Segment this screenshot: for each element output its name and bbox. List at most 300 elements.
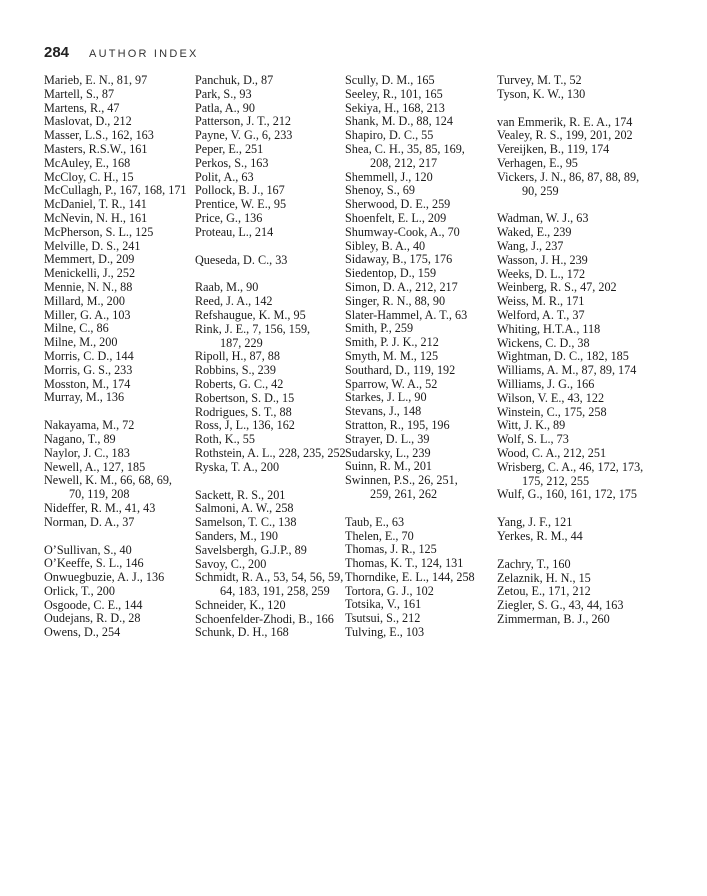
index-entry-text: Onwuegbuzie, A. J., 136 <box>44 570 165 585</box>
index-entry-text: Suinn, R. M., 201 <box>345 459 433 474</box>
index-entry-text: Totsika, V., 161 <box>345 597 422 612</box>
index-entry <box>497 419 657 433</box>
index-entry <box>44 626 194 640</box>
index-entry-text: Refshaugue, K. M., 95 <box>195 307 306 322</box>
index-entry <box>497 599 657 613</box>
index-entry <box>44 253 194 267</box>
index-entry <box>345 612 497 626</box>
index-entry <box>195 323 345 351</box>
index-entry-text: McCullagh, P., 167, 168, 171 <box>44 183 187 198</box>
index-letter-group <box>497 74 657 102</box>
index-entry <box>345 143 497 171</box>
index-entry <box>497 433 657 447</box>
index-entry <box>345 598 497 612</box>
index-entry-text: Sudarsky, L., 239 <box>345 445 431 460</box>
index-entry <box>345 171 497 185</box>
index-entry <box>195 350 345 364</box>
index-entry <box>44 212 194 226</box>
index-entry-text: Roberts, G. C., 42 <box>195 376 284 391</box>
index-entry-text: Raab, M., 90 <box>195 280 259 295</box>
index-entry-text: Reed, J. A., 142 <box>195 294 273 309</box>
index-entry-text: Norman, D. A., 37 <box>44 514 135 529</box>
index-entry <box>345 212 497 226</box>
index-entry-text: O’Sullivan, S., 40 <box>44 542 132 557</box>
index-entry <box>44 281 194 295</box>
index-entry-continuation: 259, 261, 262 <box>370 486 438 501</box>
index-letter-group <box>195 489 345 641</box>
index-entry <box>195 599 345 613</box>
index-entry-text: Sekiya, H., 168, 213 <box>345 100 445 115</box>
index-entry-text: Wolf, S. L., 73 <box>497 432 569 447</box>
index-entry <box>345 115 497 129</box>
index-letter-group <box>497 212 657 502</box>
index-letter-group <box>195 281 345 474</box>
index-entry-text: Mennie, N. N., 88 <box>44 279 133 294</box>
index-entry-continuation: 90, 259 <box>522 183 559 198</box>
index-entry-text: Ross, J, L., 136, 162 <box>195 418 295 433</box>
index-entry <box>195 571 345 599</box>
index-entry <box>497 295 657 309</box>
index-entry-text: Proteau, L., 214 <box>195 224 274 239</box>
index-entry-text: Schunk, D. H., 168 <box>195 625 289 640</box>
index-entry-text: Panchuk, D., 87 <box>195 73 274 87</box>
index-entry-text: Waked, E., 239 <box>497 225 572 240</box>
index-entry-text: McNevin, N. H., 161 <box>44 210 148 225</box>
index-entry-text: Wulf, G., 160, 161, 172, 175 <box>497 487 637 502</box>
index-entry-text: Rothstein, A. L., 228, 235, 252 <box>195 445 346 460</box>
index-entry <box>44 378 194 392</box>
index-entry <box>345 309 497 323</box>
index-entry-text: Roth, K., 55 <box>195 432 255 447</box>
index-entry <box>345 378 497 392</box>
index-entry-text: Memmert, D., 209 <box>44 252 135 267</box>
index-entry-text: Prentice, W. E., 95 <box>195 197 287 212</box>
index-entry <box>497 143 657 157</box>
index-entry-text: Singer, R. N., 88, 90 <box>345 293 446 308</box>
index-entry-text: Shemmell, J., 120 <box>345 169 433 184</box>
index-entry-text: Weiss, M. R., 171 <box>497 294 585 309</box>
index-entry <box>345 295 497 309</box>
index-entry <box>44 350 194 364</box>
index-entry <box>44 102 194 116</box>
index-entry-text: Masters, R.S.W., 161 <box>44 141 148 156</box>
index-letter-group <box>44 419 194 529</box>
index-entry-text: Nakayama, M., 72 <box>44 418 135 433</box>
index-entry <box>44 419 194 433</box>
index-entry <box>345 474 497 502</box>
index-entry-text: Price, G., 136 <box>195 210 263 225</box>
index-column-3 <box>345 74 497 654</box>
index-entry <box>497 364 657 378</box>
index-entry <box>195 419 345 433</box>
index-entry-text: Schmidt, R. A., 53, 54, 56, 59, <box>195 570 344 585</box>
index-entry <box>44 585 194 599</box>
index-entry <box>345 184 497 198</box>
index-entry-text: Shumway-Cook, A., 70 <box>345 224 460 239</box>
index-entry-text: Nagano, T., 89 <box>44 431 116 446</box>
index-entry <box>195 226 345 240</box>
index-entry <box>44 171 194 185</box>
index-entry-text: Robbins, S., 239 <box>195 363 276 378</box>
index-entry-text: Wasson, J. H., 239 <box>497 252 588 267</box>
index-entry <box>195 198 345 212</box>
index-entry <box>195 212 345 226</box>
index-entry <box>195 157 345 171</box>
index-entry-text: Thomas, K. T., 124, 131 <box>345 556 464 571</box>
index-entry <box>195 309 345 323</box>
index-entry-text: Salmoni, A. W., 258 <box>195 501 294 516</box>
index-entry <box>497 516 657 530</box>
index-entry-text: Shea, C. H., 35, 85, 169, <box>345 141 465 156</box>
index-entry <box>497 88 657 102</box>
index-entry <box>44 364 194 378</box>
index-entry <box>44 143 194 157</box>
index-entry-text: Patterson, J. T., 212 <box>195 114 292 129</box>
index-entry <box>345 543 497 557</box>
index-entry-text: Orlick, T., 200 <box>44 583 115 598</box>
index-entry-text: Vickers, J. N., 86, 87, 88, 89, <box>497 169 640 184</box>
index-entry <box>345 391 497 405</box>
index-entry <box>44 74 194 88</box>
index-entry-text: McPherson, S. L., 125 <box>44 224 154 239</box>
index-entry-text: Nideffer, R. M., 41, 43 <box>44 500 156 515</box>
index-entry-text: McCloy, C. H., 15 <box>44 169 134 184</box>
index-entry-text: Smith, P. J. K., 212 <box>345 335 439 350</box>
index-entry <box>345 198 497 212</box>
index-entry <box>497 240 657 254</box>
index-entry-text: Shapiro, D. C., 55 <box>345 128 434 143</box>
index-entry-text: Ryska, T. A., 200 <box>195 459 280 474</box>
index-entry-text: Oudejans, R. D., 28 <box>44 611 141 626</box>
index-entry <box>497 530 657 544</box>
index-entry <box>497 171 657 199</box>
index-entry-text: Tortora, G. J., 102 <box>345 583 434 598</box>
index-entry <box>44 544 194 558</box>
index-entry <box>44 267 194 281</box>
index-entry <box>44 461 194 475</box>
index-entry <box>195 129 345 143</box>
index-entry <box>497 585 657 599</box>
index-entry-text: Southard, D., 119, 192 <box>345 362 456 377</box>
index-entry <box>345 557 497 571</box>
index-entry <box>44 309 194 323</box>
index-entry <box>345 571 497 585</box>
index-entry-continuation: 208, 212, 217 <box>370 155 438 170</box>
index-entry <box>195 558 345 572</box>
index-entry <box>44 447 194 461</box>
index-entry <box>44 516 194 530</box>
index-entry <box>345 281 497 295</box>
index-letter-group <box>497 116 657 199</box>
index-entry-text: Wood, C. A., 212, 251 <box>497 445 607 460</box>
index-entry <box>195 254 345 268</box>
index-entry-text: Samelson, T. C., 138 <box>195 515 297 530</box>
index-entry <box>195 143 345 157</box>
index-entry-text: Perkos, S., 163 <box>195 155 269 170</box>
index-entry-text: Milne, M., 200 <box>44 335 118 350</box>
index-entry-text: Wang, J., 237 <box>497 238 564 253</box>
index-entry-text: Morris, G. S., 233 <box>44 362 133 377</box>
index-entry-text: Osgoode, C. E., 144 <box>44 597 143 612</box>
index-entry <box>497 461 657 489</box>
index-entry-text: Thorndike, E. L., 144, 258 <box>345 569 475 584</box>
index-entry-text: Melville, D. S., 241 <box>44 238 141 253</box>
index-entry-text: O’Keeffe, S. L., 146 <box>44 556 144 571</box>
index-entry <box>195 74 345 88</box>
index-entry-text: Wrisberg, C. A., 46, 172, 173, <box>497 459 644 474</box>
index-entry <box>44 571 194 585</box>
index-entry-text: Tyson, K. W., 130 <box>497 86 586 101</box>
index-entry-text: Williams, A. M., 87, 89, 174 <box>497 363 637 378</box>
index-entry-text: Zelaznik, H. N., 15 <box>497 570 591 585</box>
index-entry-text: Tulving, E., 103 <box>345 625 425 640</box>
index-entry-text: Thelen, E., 70 <box>345 528 414 543</box>
index-entry <box>44 612 194 626</box>
index-letter-group <box>345 516 497 640</box>
index-entry-text: Stratton, R., 195, 196 <box>345 417 450 432</box>
index-entry <box>497 129 657 143</box>
index-entry-text: Sidaway, B., 175, 176 <box>345 252 453 267</box>
index-entry-text: Mosston, M., 174 <box>44 376 131 391</box>
index-entry-text: Wightman, D. C., 182, 185 <box>497 349 629 364</box>
index-entry <box>345 350 497 364</box>
index-entry <box>44 184 194 198</box>
index-entry-text: Turvey, M. T., 52 <box>497 73 582 87</box>
index-entry <box>345 626 497 640</box>
index-entry <box>345 74 497 88</box>
page-number: 284 <box>44 44 70 61</box>
index-entry <box>497 378 657 392</box>
index-entry-text: Vereijken, B., 119, 174 <box>497 142 610 157</box>
index-entry <box>44 295 194 309</box>
index-entry <box>345 516 497 530</box>
index-entry <box>44 240 194 254</box>
index-entry-text: Rodrigues, S. T., 88 <box>195 404 292 419</box>
index-entry-text: Verhagen, E., 95 <box>497 155 578 170</box>
index-entry-text: Maslovat, D., 212 <box>44 114 132 129</box>
index-entry <box>44 322 194 336</box>
index-entry <box>195 392 345 406</box>
index-entry <box>195 364 345 378</box>
index-entry-text: Newell, A., 127, 185 <box>44 459 146 474</box>
index-entry-text: Sparrow, W. A., 52 <box>345 376 438 391</box>
index-entry <box>195 544 345 558</box>
index-entry <box>195 516 345 530</box>
index-entry-text: Savoy, C., 200 <box>195 556 267 571</box>
index-entry-text: Sanders, M., 190 <box>195 528 278 543</box>
index-entry-text: Payne, V. G., 6, 233 <box>195 128 293 143</box>
index-entry <box>195 489 345 503</box>
index-entry-text: Whiting, H.T.A., 118 <box>497 321 601 336</box>
index-entry-text: Shank, M. D., 88, 124 <box>345 114 453 129</box>
index-entry <box>44 599 194 613</box>
index-entry-continuation: 175, 212, 255 <box>522 473 590 488</box>
index-entry <box>195 281 345 295</box>
index-entry-text: Polit, A., 63 <box>195 169 254 184</box>
index-entry-text: Martens, R., 47 <box>44 100 120 115</box>
index-entry <box>345 447 497 461</box>
index-entry-text: Wadman, W. J., 63 <box>497 211 589 226</box>
index-entry-text: Morris, C. D., 144 <box>44 348 134 363</box>
index-column-4 <box>497 74 657 641</box>
index-entry <box>345 405 497 419</box>
index-entry <box>345 336 497 350</box>
index-entry <box>44 88 194 102</box>
index-entry-text: Shenoy, S., 69 <box>345 183 415 198</box>
index-entry <box>44 336 194 350</box>
index-entry-text: Weeks, D. L., 172 <box>497 266 586 281</box>
index-entry-text: Taub, E., 63 <box>345 514 405 529</box>
index-letter-group <box>497 558 657 627</box>
index-entry <box>497 558 657 572</box>
index-letter-group <box>195 74 345 240</box>
index-entry <box>44 557 194 571</box>
index-entry <box>345 88 497 102</box>
index-entry-text: Smith, P., 259 <box>345 321 414 336</box>
index-entry <box>497 350 657 364</box>
index-entry-text: Zimmerman, B. J., 260 <box>497 611 610 626</box>
index-entry-text: McAuley, E., 168 <box>44 155 131 170</box>
index-entry <box>195 378 345 392</box>
index-entry <box>44 391 194 405</box>
index-entry <box>345 102 497 116</box>
index-entry-text: Marieb, E. N., 81, 97 <box>44 73 148 87</box>
index-entry-text: Milne, C., 86 <box>44 321 109 336</box>
index-entry <box>345 129 497 143</box>
index-entry <box>195 461 345 475</box>
index-column-1 <box>44 74 194 654</box>
index-entry-text: Masser, L.S., 162, 163 <box>44 128 154 143</box>
index-entry <box>345 419 497 433</box>
index-entry-text: Robertson, S. D., 15 <box>195 390 295 405</box>
index-entry <box>345 460 497 474</box>
index-entry-text: Sibley, B. A., 40 <box>345 238 426 253</box>
index-entry-text: Yerkes, R. M., 44 <box>497 528 583 543</box>
index-entry-text: Wilson, V. E., 43, 122 <box>497 390 605 405</box>
index-entry-text: Simon, D. A., 212, 217 <box>345 279 458 294</box>
index-entry-text: Witt, J. K., 89 <box>497 418 566 433</box>
index-entry-text: Scully, D. M., 165 <box>345 73 435 87</box>
index-entry-text: Rink, J. E., 7, 156, 159, <box>195 321 311 336</box>
index-entry-text: Swinnen, P.S., 26, 251, <box>345 473 458 488</box>
index-entry-text: Schoenfelder-Zhodi, B., 166 <box>195 611 334 626</box>
index-entry-text: Murray, M., 136 <box>44 390 125 405</box>
index-entry <box>497 268 657 282</box>
index-entry <box>497 116 657 130</box>
index-entry-text: Winstein, C., 175, 258 <box>497 404 607 419</box>
index-entry-text: Williams, J. G., 166 <box>497 376 595 391</box>
index-entry-text: Shoenfelt, E. L., 209 <box>345 210 447 225</box>
index-entry-text: McDaniel, T. R., 141 <box>44 197 147 212</box>
index-entry-text: Savelsbergh, G.J.P., 89 <box>195 542 307 557</box>
index-entry-text: Seeley, R., 101, 165 <box>345 86 443 101</box>
index-entry-text: Park, S., 93 <box>195 86 252 101</box>
index-entry <box>44 129 194 143</box>
index-entry-text: Weinberg, R. S., 47, 202 <box>497 280 617 295</box>
index-entry <box>345 433 497 447</box>
index-entry <box>345 253 497 267</box>
index-entry <box>195 102 345 116</box>
index-entry-text: Slater-Hammel, A. T., 63 <box>345 307 468 322</box>
index-entry-text: Wickens, C. D., 38 <box>497 335 590 350</box>
index-letter-group <box>345 74 497 502</box>
section-title: AUTHOR INDEX <box>89 48 199 60</box>
index-entry <box>195 184 345 198</box>
index-entry <box>345 530 497 544</box>
index-entry-text: Welford, A. T., 37 <box>497 307 585 322</box>
index-entry <box>497 226 657 240</box>
index-entry <box>44 226 194 240</box>
index-entry-text: Vealey, R. S., 199, 201, 202 <box>497 128 633 143</box>
index-entry-text: Patla, A., 90 <box>195 100 255 115</box>
index-entry <box>195 447 345 461</box>
index-letter-group <box>497 516 657 544</box>
index-entry-text: Tsutsui, S., 212 <box>345 611 421 626</box>
index-entry-text: Starkes, J. L., 90 <box>345 390 427 405</box>
index-entry <box>497 281 657 295</box>
index-letter-group <box>44 544 194 641</box>
index-entry <box>345 364 497 378</box>
index-entry <box>345 585 497 599</box>
index-entry-continuation: 187, 229 <box>220 335 263 350</box>
index-entry <box>195 433 345 447</box>
index-entry <box>497 157 657 171</box>
index-entry <box>345 240 497 254</box>
index-entry-text: Ripoll, H., 87, 88 <box>195 349 280 364</box>
index-entry-text: Owens, D., 254 <box>44 625 121 640</box>
index-entry-text: Thomas, J. R., 125 <box>345 542 437 557</box>
index-column-2 <box>195 74 345 654</box>
page-header <box>44 44 199 64</box>
index-entry-text: Newell, K. M., 66, 68, 69, <box>44 473 172 488</box>
index-entry <box>44 198 194 212</box>
index-entry-text: Queseda, D. C., 33 <box>195 252 288 267</box>
index-entry <box>497 613 657 627</box>
index-entry <box>345 226 497 240</box>
index-entry <box>195 406 345 420</box>
index-entry <box>195 613 345 627</box>
index-entry-text: Peper, E., 251 <box>195 141 264 156</box>
index-entry <box>44 115 194 129</box>
index-entry <box>497 254 657 268</box>
index-entry <box>497 406 657 420</box>
index-entry <box>497 309 657 323</box>
index-entry-text: Martell, S., 87 <box>44 86 115 101</box>
index-entry-text: Schneider, K., 120 <box>195 597 286 612</box>
index-entry-continuation: 70, 119, 208 <box>69 487 130 502</box>
index-letter-group <box>44 74 194 405</box>
index-entry <box>44 157 194 171</box>
index-entry <box>497 74 657 88</box>
index-entry <box>195 295 345 309</box>
index-entry <box>195 626 345 640</box>
index-entry-text: van Emmerik, R. E. A., 174 <box>497 114 633 129</box>
index-entry-continuation: 64, 183, 191, 258, 259 <box>220 584 330 599</box>
index-entry <box>195 171 345 185</box>
index-entry <box>345 322 497 336</box>
index-entry-text: Siedentop, D., 159 <box>345 266 437 281</box>
index-entry-text: Millard, M., 200 <box>44 293 125 308</box>
index-entry <box>497 572 657 586</box>
index-entry <box>497 212 657 226</box>
index-entry-text: Smyth, M. M., 125 <box>345 348 439 363</box>
index-entry <box>497 447 657 461</box>
index-entry-text: Zachry, T., 160 <box>497 556 571 571</box>
index-entry <box>497 488 657 502</box>
index-entry <box>497 337 657 351</box>
index-entry <box>44 433 194 447</box>
index-entry <box>345 267 497 281</box>
